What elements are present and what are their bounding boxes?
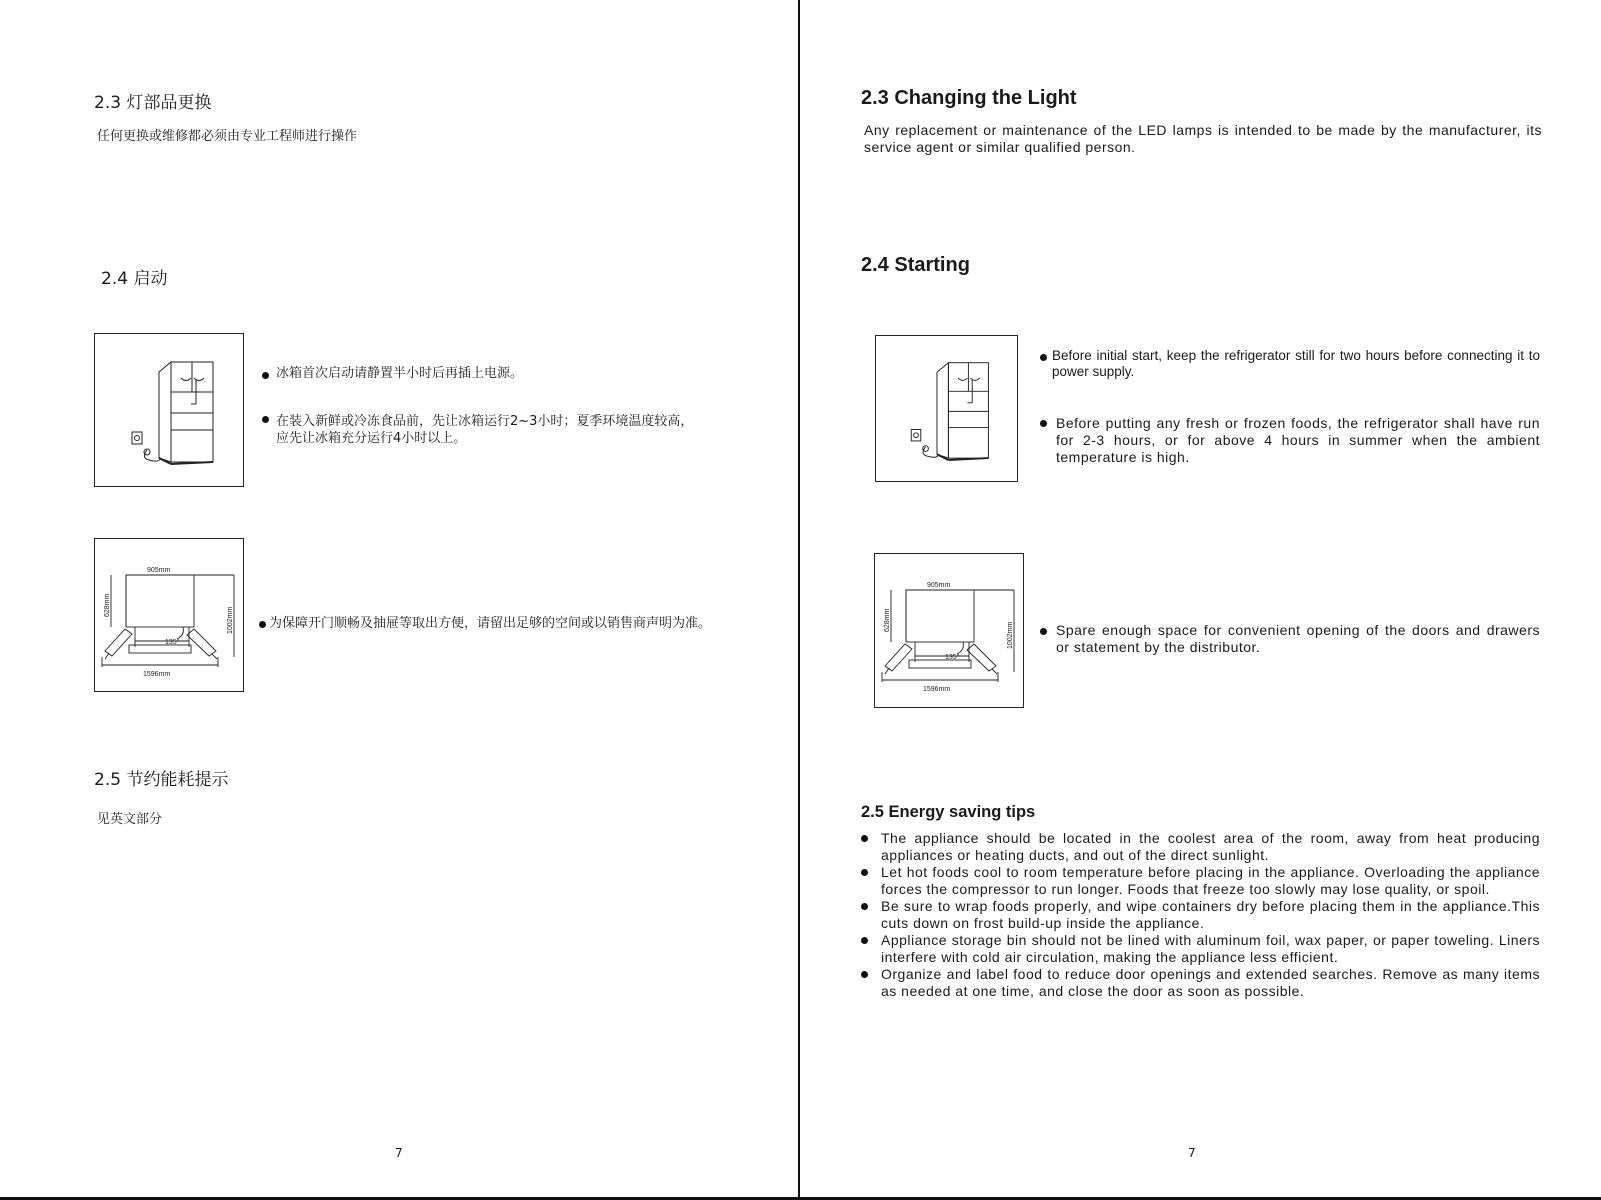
list-item: Be sure to wrap foods properly, and wipe containers dry before placing them in the appliance.This cuts down on frost build-up inside the appliance. [861, 898, 1540, 932]
bullet-dot [861, 835, 868, 842]
clearance-dimension-figure-en [874, 553, 1024, 708]
bullet-dot [262, 372, 269, 379]
bullet-dot [861, 937, 868, 944]
open-depth-dimension-label: 1002mm [1007, 621, 1014, 649]
bullet-dot [861, 971, 868, 978]
clearance-dimension-diagram [875, 554, 1023, 706]
bullet-dot [259, 621, 266, 628]
width-dimension-label: 905mm [927, 582, 951, 589]
bullet-dot [1040, 628, 1047, 635]
section-2-3-title-en: 2.3 Changing the Light [861, 87, 1077, 109]
open-width-dimension-label: 1596mm [923, 686, 951, 693]
page-divider [798, 0, 800, 1200]
starting-bullet-1-en: Before initial start, keep the refrigerator still for two hours before connecting it to power supply. [1052, 348, 1540, 379]
section-2-4-title-en: 2.4 Starting [861, 254, 970, 276]
starting-bullet-2-line-2-zh: 应先让冰箱充分运行4小时以上。 [276, 431, 467, 446]
door-angle-label: 135° [945, 654, 960, 661]
list-item: Appliance storage bin should not be lined with aluminum foil, wax paper, or paper toweling. Liners interfere with cold air circulation, making the appliance less efficient. [861, 932, 1540, 966]
bullet-dot [1040, 420, 1047, 427]
section-2-3-title-zh: 2.3 灯部品更换 [94, 93, 212, 113]
bullet-dot [262, 416, 269, 423]
starting-bullet-2-en: Before putting any fresh or frozen foods, the refrigerator shall have run for 2-3 hours, or for above 4 hours in summer when the ambient temperature is high. [1056, 415, 1540, 465]
open-depth-dimension-label: 1002mm [227, 606, 234, 634]
open-width-dimension-label: 1596mm [143, 671, 171, 678]
fridge-plug-figure-en [875, 335, 1018, 482]
starting-bullet-3-en: Spare enough space for convenient opening of the doors and drawers or statement by the distributor. [1056, 622, 1540, 655]
bullet-dot [1040, 354, 1047, 361]
starting-bullet-2-line-1-zh: 在装入新鲜或冷冻食品前，先让冰箱运行2~3小时；夏季环境温度较高， [276, 414, 694, 429]
fridge-plug-icon [95, 334, 243, 486]
page-number-right: 7 [1188, 1146, 1196, 1160]
depth-dimension-label: 628mm [884, 608, 891, 632]
list-item: Organize and label food to reduce door openings and extended searches. Remove as many items as needed at one time, and close the door as soon as possible. [861, 966, 1540, 1000]
section-2-5-title-en: 2.5 Energy saving tips [861, 803, 1036, 821]
energy-saving-tips-list [861, 830, 1540, 1000]
section-2-3-text-en: Any replacement or maintenance of the LED lamps is intended to be made by the manufacturer, its service agent or similar qualified person. [864, 122, 1542, 155]
section-2-3-text-zh: 任何更换或维修都必须由专业工程师进行操作 [97, 129, 358, 144]
section-2-5-title-zh: 2.5 节约能耗提示 [94, 770, 229, 790]
section-2-5-text-zh: 见英文部分 [97, 812, 163, 827]
bullet-dot [861, 903, 868, 910]
left-page [0, 0, 798, 1200]
door-angle-label: 135° [165, 639, 180, 646]
fridge-plug-icon [876, 336, 1017, 481]
list-item: Let hot foods cool to room temperature before placing in the appliance. Overloading the appliance forces the compressor to run longer. Foods that freeze too slowly may lose quality, or spoil. [861, 864, 1540, 898]
page-number-left: 7 [395, 1146, 403, 1160]
width-dimension-label: 905mm [147, 567, 171, 574]
fridge-plug-figure [94, 333, 244, 487]
section-2-4-title-zh: 2.4 启动 [101, 269, 168, 289]
starting-bullet-3-zh: 为保障开门顺畅及抽屉等取出方便，请留出足够的空间或以销售商声明为准。 [269, 616, 712, 631]
clearance-dimension-figure [94, 538, 244, 692]
starting-bullet-1-zh: 冰箱首次启动请静置半小时后再插上电源。 [276, 366, 524, 381]
right-page [802, 0, 1601, 1200]
depth-dimension-label: 628mm [104, 593, 111, 617]
bullet-dot [861, 869, 868, 876]
clearance-dimension-diagram [95, 539, 243, 691]
list-item: The appliance should be located in the coolest area of the room, away from heat producing appliances or heating ducts, and out of the direct sunlight. [861, 830, 1540, 864]
